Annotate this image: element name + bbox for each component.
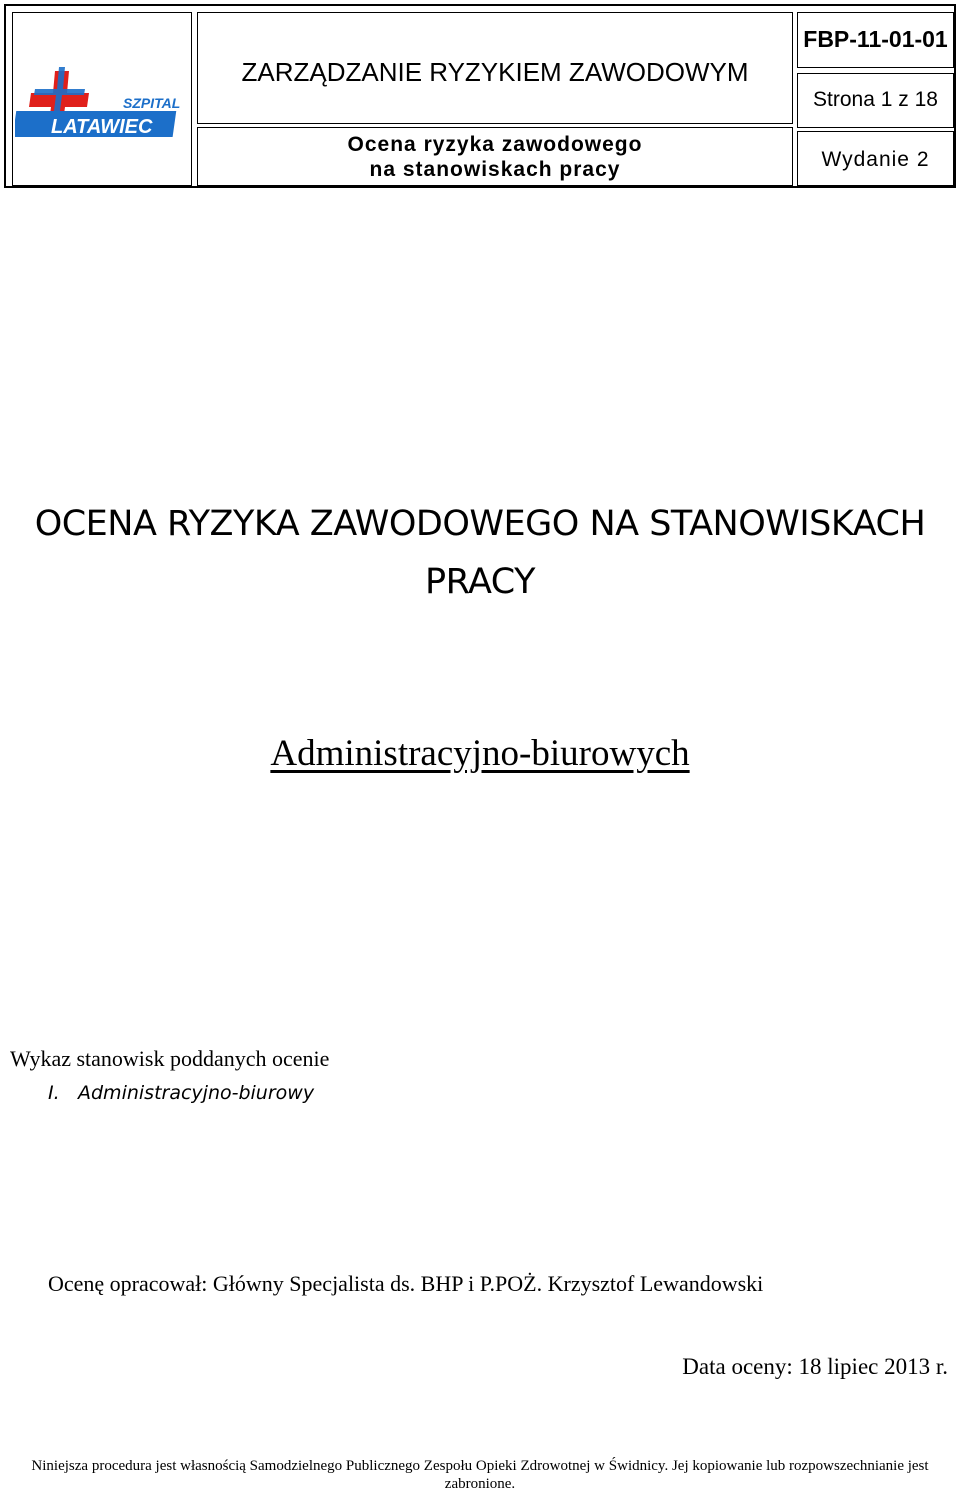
category-heading: Administracyjno-biurowych xyxy=(270,733,690,774)
logo-name: LATAWIEC xyxy=(51,116,153,138)
footer-notice: Niniejsza procedura jest własnością Samodzielnego Publicznego Zespołu Opieki Zdrowotnej w Świdnicy. Jej kopiowanie lub rozpowszechnianie jest zabronione. xyxy=(31,1458,929,1492)
main-title-line2: PRACY xyxy=(424,562,536,602)
page-info: Strona 1 z 18 xyxy=(813,88,938,111)
doc-title: ZARZĄDZANIE RYZYKIEM ZAWODOWYM xyxy=(241,57,749,87)
list-item-label: Administracyjno-biurowy xyxy=(78,1082,315,1104)
assessment-date: Data oceny: 18 lipiec 2013 r. xyxy=(682,1354,948,1379)
doc-code: FBP-11-01-01 xyxy=(803,26,948,52)
title-cell xyxy=(197,12,793,124)
main-title xyxy=(0,495,960,611)
doc-subtitle-line1: Ocena ryzyka zawodowego xyxy=(347,133,643,156)
list-item-number: I. xyxy=(48,1082,60,1104)
subtitle-cell xyxy=(197,127,793,186)
doc-subtitle-line2: na stanowiskach pracy xyxy=(369,158,621,181)
author-line: Ocenę opracował: Główny Specjalista ds. BHP i P.POŻ. Krzysztof Lewandowski xyxy=(48,1271,764,1296)
doc-subtitle xyxy=(198,132,792,182)
document-header xyxy=(4,4,956,188)
hospital-logo xyxy=(15,63,187,143)
main-title-line1: OCENA RYZYKA ZAWODOWEGO NA STANOWISKACH xyxy=(34,504,926,544)
edition-label: Wydanie 2 xyxy=(821,148,930,171)
code-cell xyxy=(797,12,954,68)
list-heading: Wykaz stanowisk poddanych ocenie xyxy=(10,1046,330,1071)
edition-cell xyxy=(797,131,954,186)
list-item xyxy=(48,1082,314,1104)
logo-top-text: SZPITAL xyxy=(123,95,181,111)
logo-cell xyxy=(12,12,192,186)
page-cell xyxy=(797,73,954,128)
